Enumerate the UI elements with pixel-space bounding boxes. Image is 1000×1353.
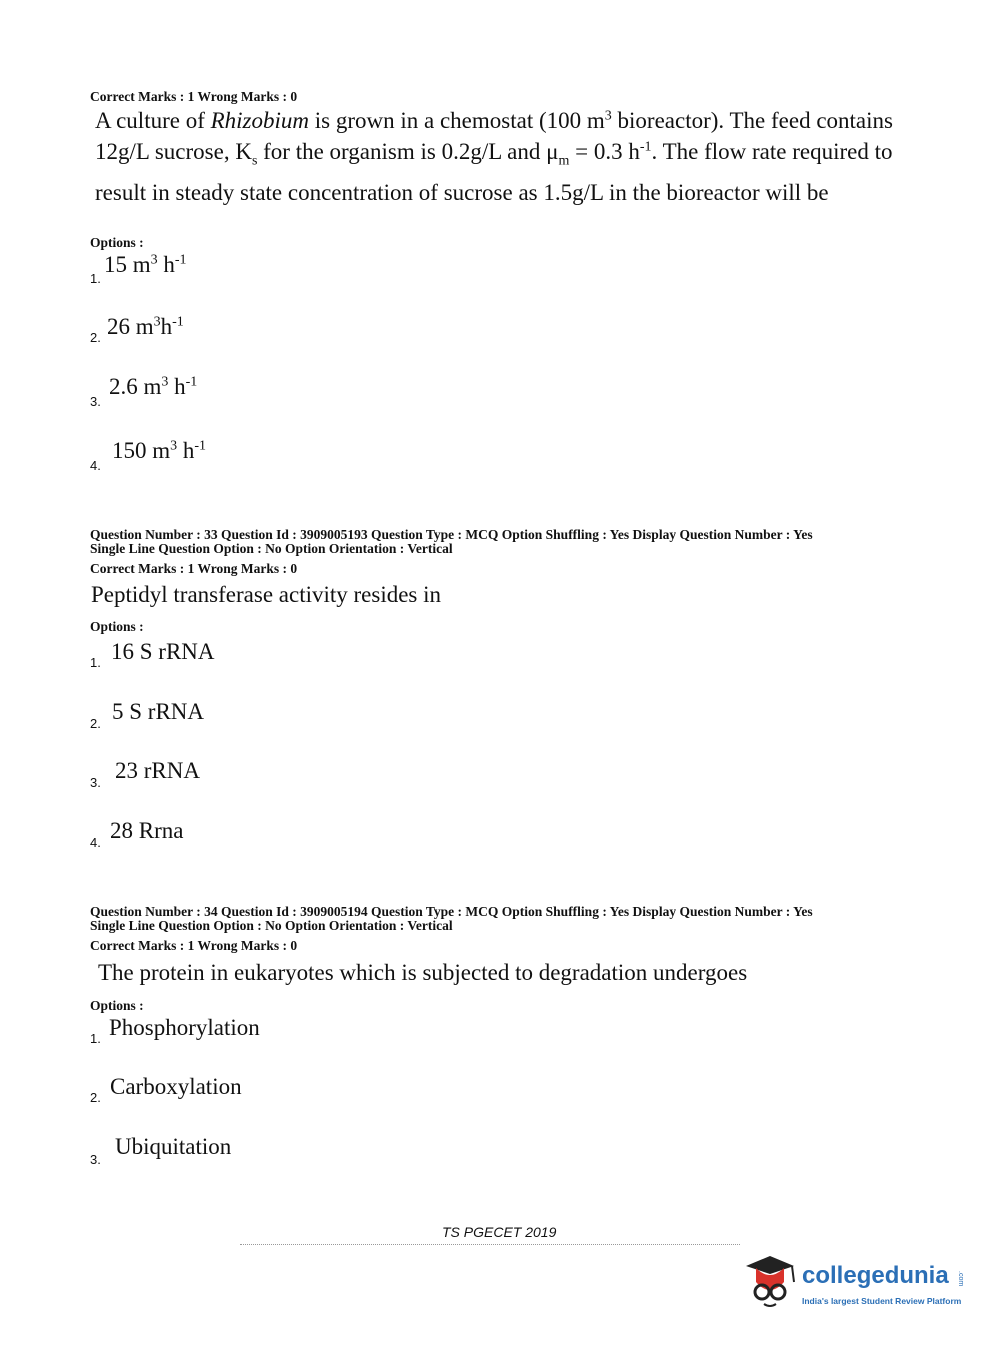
- q32-option-4-number: 4.: [90, 458, 101, 473]
- q34-marks: Correct Marks : 1 Wrong Marks : 0: [90, 938, 298, 953]
- q33-option-4-text: 28 Rrna: [110, 818, 184, 843]
- q32-sup-3: 3: [604, 108, 612, 124]
- q33-marks: Correct Marks : 1 Wrong Marks : 0: [90, 561, 298, 576]
- brand-tagline: India's largest Student Review Platform: [802, 1296, 962, 1306]
- q32-text-e: = 0.3 h: [569, 139, 640, 164]
- q33-options-label: Options :: [90, 619, 144, 634]
- q32-option-3-text: 2.6 $m^3$ $h^{-1}$: [109, 374, 198, 399]
- q33-option-4-number: 4.: [90, 835, 101, 850]
- q33-option-3-number: 3.: [90, 775, 101, 790]
- footer-exam-title: TS PGECET 2019: [442, 1224, 557, 1240]
- q34-option-2-text: Carboxylation: [110, 1074, 242, 1099]
- q34-options-label: Options :: [90, 998, 144, 1013]
- q33-header-line1: Question Number : 33 Question Id : 3909005193 Question Type : MCQ Option Shuffling : Yes Display Question Number : Yes: [90, 527, 813, 542]
- q33-option-1-number: 1.: [90, 655, 101, 670]
- q32-text-italic: Rhizobium: [210, 108, 309, 133]
- q32-question-text: [95, 105, 895, 208]
- q33-option-3-text: 23 rRNA: [115, 758, 200, 783]
- q32-text-f: . The flow rate required to result in steady state concentration of sucrose as 1.5g/L in the bioreactor will be: [95, 139, 893, 205]
- q32-text-b: is grown in a chemostat (100 m: [309, 108, 605, 133]
- q32-option-3-number: 3.: [90, 394, 101, 409]
- collegedunia-logo[interactable]: [740, 1250, 980, 1320]
- q34-option-3-text: Ubiquitation: [115, 1134, 232, 1159]
- brand-suffix: .com: [957, 1271, 964, 1287]
- brand-wordmark: collegedunia: [802, 1262, 949, 1289]
- q33-header-line2: Single Line Question Option : No Option Orientation : Vertical: [90, 541, 453, 556]
- q32-text-d: for the organism is 0.2g/L and μ: [257, 139, 559, 164]
- q32-option-2-number: 2.: [90, 330, 101, 345]
- footer-dotted-divider: [240, 1244, 740, 1245]
- q34-option-2-number: 2.: [90, 1090, 101, 1105]
- q32-option-1-text: 15 $m^3$ $h^{-1}$: [104, 252, 187, 277]
- q32-text-a: A culture of: [95, 108, 211, 133]
- q34-option-1-number: 1.: [90, 1031, 101, 1046]
- q34-option-1-text: Phosphorylation: [109, 1015, 260, 1040]
- q33-option-2-number: 2.: [90, 716, 101, 731]
- q33-option-1-text: 16 S rRNA: [111, 639, 215, 664]
- q34-header-line2: Single Line Question Option : No Option Orientation : Vertical: [90, 918, 453, 933]
- q32-options-label: Options :: [90, 235, 144, 250]
- graduate-mascot-icon: [740, 1252, 802, 1312]
- q34-question-text: The protein in eukaryotes which is subjected to degradation undergoes: [98, 960, 748, 985]
- q32-option-4-text: 150 $m^3$ $h^{-1}$: [112, 438, 207, 463]
- q32-sup-neg1: -1: [639, 139, 652, 155]
- q32-sub-s: s: [251, 153, 258, 169]
- q32-text-c: bioreactor). The feed contains 12g/L sucrose, K: [95, 108, 893, 164]
- q34-option-3-number: 3.: [90, 1152, 101, 1167]
- q34-header-line1: Question Number : 34 Question Id : 3909005194 Question Type : MCQ Option Shuffling : Yes Display Question Number : Yes: [90, 904, 813, 919]
- q33-question-text: Peptidyl transferase activity resides in: [91, 582, 442, 607]
- q32-sub-m: m: [558, 153, 570, 169]
- q32-option-1-number: 1.: [90, 271, 101, 286]
- q33-option-2-text: 5 S rRNA: [112, 699, 205, 724]
- q32-option-2-text: 26 $m^3h^{-1}$: [107, 314, 184, 339]
- q32-marks: Correct Marks : 1 Wrong Marks : 0: [90, 89, 298, 104]
